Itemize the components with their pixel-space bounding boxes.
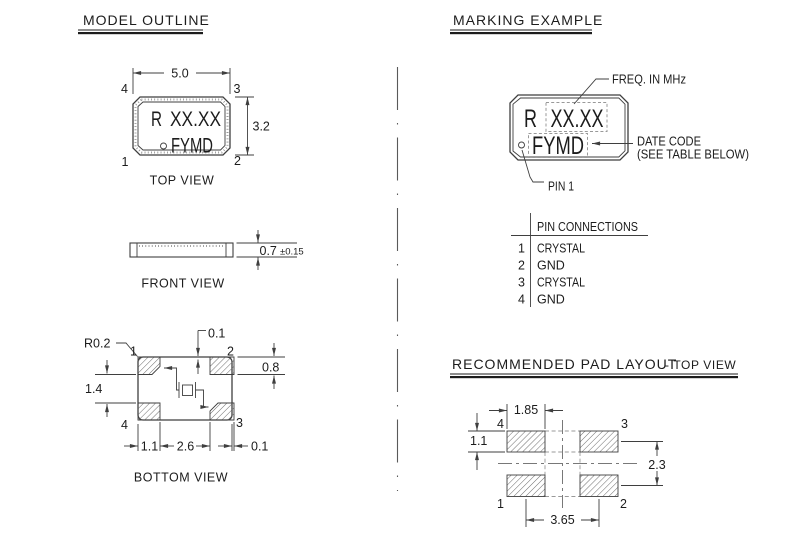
bottom-view-pin-2-label: 2 bbox=[227, 344, 234, 359]
pad-layout-pad-1-label: 1 bbox=[497, 497, 504, 511]
pad-layout-pad-2 bbox=[580, 475, 618, 497]
pin-row-2-number: 2 bbox=[518, 258, 525, 273]
top-view-dim-height-value: 3.2 bbox=[252, 119, 270, 134]
front-view-dim-thickness-value: 0.7 bbox=[259, 243, 277, 258]
pin-connections-header: PIN CONNECTIONS bbox=[537, 220, 638, 234]
top-view-pin-2-label: 2 bbox=[234, 154, 241, 168]
pin-row-3-number: 3 bbox=[518, 275, 525, 290]
front-view-dim-thickness-tolerance: ±0.15 bbox=[280, 246, 304, 258]
pad-layout-underline-thick bbox=[450, 376, 738, 378]
pad-layout-pad-4-label: 4 bbox=[497, 417, 504, 431]
model-outline-title: MODEL OUTLINE bbox=[83, 12, 210, 28]
callout-pin1-label: PIN 1 bbox=[548, 179, 575, 194]
top-view-pin-3-label: 3 bbox=[233, 82, 241, 96]
pad-layout-title-suffix: - TOP VIEW bbox=[665, 358, 737, 372]
pad-layout-dim-pad-height-value: 1.1 bbox=[470, 434, 488, 448]
model-outline-underline-thin bbox=[78, 30, 203, 31]
pad-layout-pad-4 bbox=[507, 431, 545, 452]
marking-example-underline-thick bbox=[450, 32, 592, 34]
top-view-marking-datecode: FYMD bbox=[171, 134, 213, 158]
pad-layout-pad-3-label: 3 bbox=[621, 417, 628, 431]
pad-layout-pad-1 bbox=[507, 475, 545, 497]
pin-row-1-signal: CRYSTAL bbox=[537, 241, 586, 256]
marking-example-underline-thin bbox=[450, 30, 592, 31]
bottom-view-dim-horizontal-gap-value: 2.6 bbox=[176, 439, 195, 454]
marking-example-title: MARKING EXAMPLE bbox=[453, 12, 604, 28]
bottom-view-pad-2 bbox=[210, 357, 234, 375]
marking-frequency: XX.XX bbox=[550, 105, 604, 133]
bottom-view-pad-4 bbox=[138, 403, 160, 420]
callout-frequency-label: FREQ. IN MHz bbox=[612, 72, 686, 87]
top-view-dim-width-value: 5.0 bbox=[171, 66, 189, 81]
callout-datecode-line1: DATE CODE bbox=[637, 134, 701, 149]
pad-layout-pad-2-label: 2 bbox=[620, 497, 627, 511]
pin-row-1-number: 1 bbox=[518, 241, 525, 256]
marking-prefix: R bbox=[524, 105, 537, 133]
pad-layout-dim-horizontal-pitch-value: 3.65 bbox=[550, 513, 575, 527]
callout-datecode-line2: (SEE TABLE BELOW) bbox=[637, 147, 749, 162]
bottom-view-dim-vertical-gap-value: 1.4 bbox=[85, 382, 103, 396]
pin-row-4-signal: GND bbox=[537, 292, 565, 307]
top-view-marking-prefix: R bbox=[151, 108, 162, 131]
pad-layout-dim-pad-width-value: 1.85 bbox=[513, 403, 539, 417]
bottom-view-pin-1-label: 1 bbox=[130, 344, 137, 359]
pad-layout-pad-3 bbox=[580, 431, 618, 452]
pin-row-4-number: 4 bbox=[518, 292, 525, 307]
pin-row-2-signal: GND bbox=[537, 258, 565, 273]
marking-datecode: FYMD bbox=[532, 132, 584, 160]
bottom-view-dim-pad-height-value: 0.8 bbox=[262, 360, 280, 375]
pad-layout-underline-thin bbox=[450, 374, 738, 375]
pad-layout-title: RECOMMENDED PAD LAYOUT bbox=[452, 356, 678, 372]
bottom-view-dim-top-offset-value: 0.1 bbox=[208, 326, 226, 341]
top-view-marking-frequency: XX.XX bbox=[170, 108, 221, 131]
front-view-caption: FRONT VIEW bbox=[141, 276, 225, 291]
bottom-view-corner-radius-value: R0.2 bbox=[84, 336, 111, 351]
pad-layout-dim-vertical-pitch-value: 2.3 bbox=[648, 458, 666, 472]
model-outline-underline-thick bbox=[78, 32, 203, 34]
bottom-view-pin-3-label: 3 bbox=[236, 416, 243, 430]
pin-row-3-signal: CRYSTAL bbox=[537, 275, 586, 290]
bottom-view-pin-4-label: 4 bbox=[121, 418, 128, 432]
bottom-view-caption: BOTTOM VIEW bbox=[133, 470, 229, 485]
bottom-view-dim-side-offset-value: 0.1 bbox=[251, 439, 269, 454]
top-view-pin-4-label: 4 bbox=[121, 82, 128, 96]
top-view-pin-1-label: 1 bbox=[121, 155, 129, 169]
bottom-view-dim-pad-width-value: 1.1 bbox=[140, 439, 159, 454]
top-view-caption: TOP VIEW bbox=[149, 173, 215, 188]
